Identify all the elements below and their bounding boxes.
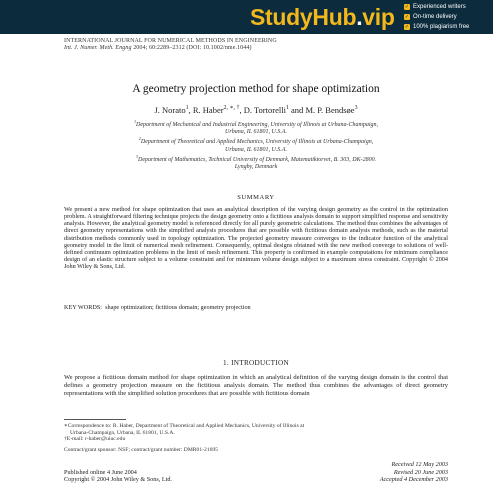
footnote-email: †E-mail: r-haber@uiuc.edu xyxy=(64,436,126,443)
footnote-correspondence-cont: Urbana-Champaign, Urbana, IL 61801, U.S.A. xyxy=(70,429,175,436)
affiliation-line: Department of Mechanical and Industrial Engineering, University of Illinois at Urbana-Champaign, xyxy=(136,122,379,128)
author-sup: 3 xyxy=(354,105,358,112)
feature-list xyxy=(404,2,492,32)
citation-line xyxy=(64,45,448,52)
author-sup: 1 xyxy=(185,105,189,112)
footnote-grant: Contract/grant sponsor: NSF; contract/grant number: DMR01-21695 xyxy=(64,447,218,454)
section-heading: 1. INTRODUCTION xyxy=(223,359,289,367)
abstract-text: We present a new method for shape optimization that uses an analytical description of the varying design geometry as the control in the optimization problem. A straightforward filtering technique projects the design geometry onto a fictitious analysis domain to support simplified response and sensitivity analysis. However, the analytical geometry model is referenced directly for all purely geometric calculations. The method thus combines the advantages of direct geometry representations with the simplified analysis procedures that are possible with fictitious domain analysis methods, such as the material distribution methods commonly used in topology optimization. The projected geometry measure converges to the indicator function of the analytical geometry model in the limit of numerical mesh refinement. Consequently, optimal designs obtained with the new method converge to solutions of well-defined continuum optimization problems in the limit of mesh refinement. This property is confirmed in example computations for minimum compliance design of an elastic structure subject to a volume constraint and for minimum volume design subject to a maximum stress constraint. Copyright © 2004 John Wiley & Sons, Ltd. xyxy=(64,206,448,271)
accepted-date: Accepted 4 December 2003 xyxy=(379,476,448,484)
published-date: Published online 4 June 2004 xyxy=(64,468,137,476)
brand-dot: . xyxy=(356,4,363,30)
author-name: J. Norato xyxy=(154,105,186,115)
affiliation-num: 2 xyxy=(138,136,141,142)
author-name: D. Tortorelli xyxy=(243,105,286,115)
affiliation xyxy=(64,136,448,153)
paper-title: A geometry projection method for shape optimization xyxy=(132,83,380,95)
affiliation-line: Department of Mathematics, Technical University of Denmark, Matematiktorvet, B. 303, DK-2800. xyxy=(138,156,377,163)
author-list xyxy=(64,105,448,116)
intro-text: We propose a fictitious domain method for shape optimization in which an analytical definition of the varying design domain is the control that defines a geometry projection measure on the fictitious analysis domain. The method thus combines the advantages of direct geometry representations with the simplified solution procedures that are possible with fictitious domain xyxy=(64,374,448,398)
keywords-text: shape optimization; fictitious domain; geometry projection xyxy=(105,304,251,311)
author-name: M. P. Bendsøe xyxy=(305,105,355,115)
received-date: Received 12 May 2003 xyxy=(391,461,448,468)
affiliation-num: 1 xyxy=(133,119,137,124)
check-icon: ✓ xyxy=(404,14,410,20)
author-sup: 1 xyxy=(285,105,289,112)
footnote-rule xyxy=(64,419,126,420)
affiliation xyxy=(64,153,448,171)
author-sep: , xyxy=(188,105,193,115)
journal-name: INTERNATIONAL JOURNAL FOR NUMERICAL METHODS IN ENGINEERING xyxy=(64,38,277,44)
feature-label: Experienced writers xyxy=(413,4,466,10)
check-icon: ✓ xyxy=(404,24,410,30)
affiliation-line: Urbana, IL 61801, U.S.A. xyxy=(225,129,287,136)
footnotes xyxy=(64,423,448,454)
history-dates xyxy=(298,461,448,484)
citation-details: 2004; 60:2289–2312 (DOI: 10.1002/nme.1044) xyxy=(131,45,252,51)
footnote-correspondence: ∗Correspondence to: R. Haber, Department of Theoretical and Applied Mechanics, University of Illinois at xyxy=(64,423,305,429)
keywords-label: KEY WORDS: xyxy=(64,304,102,311)
journal-header xyxy=(64,38,448,52)
brand-tld: vip xyxy=(362,4,395,30)
author-sep: and xyxy=(288,105,306,115)
brand-logo[interactable] xyxy=(250,4,395,31)
affiliation-line: Lyngby, Denmark xyxy=(234,164,278,171)
affiliation xyxy=(64,119,448,136)
feature-label: 100% plagiarism free xyxy=(413,24,470,30)
author-sep: , xyxy=(239,105,244,115)
author-sup: 2, ∗, † xyxy=(223,105,240,112)
revised-date: Revised 20 June 2003 xyxy=(393,468,448,476)
feature-item xyxy=(404,12,492,22)
affiliation-line: Urbana, IL 61801, U.S.A. xyxy=(225,146,287,153)
summary-heading: SUMMARY xyxy=(237,194,275,201)
keywords xyxy=(64,304,448,311)
ad-banner[interactable] xyxy=(0,0,493,34)
affiliation-line: Department of Theoretical and Applied Mechanics, University of Illinois at Urbana-Champaign, xyxy=(140,139,374,146)
paper-page xyxy=(64,38,448,484)
citation-journal: Int. J. Numer. Meth. Engng xyxy=(64,45,132,51)
affiliation-list xyxy=(64,119,448,174)
feature-label: On-time delivery xyxy=(413,14,457,20)
copyright-line: Copyright © 2004 John Wiley & Sons, Ltd. xyxy=(64,476,172,484)
brand-name: StudyHub xyxy=(250,4,357,30)
publication-info xyxy=(64,461,264,484)
check-icon: ✓ xyxy=(404,4,410,10)
feature-item xyxy=(404,22,492,32)
feature-item xyxy=(404,2,492,12)
author-name: R. Haber xyxy=(192,105,224,115)
affiliation-num: 3 xyxy=(135,153,138,159)
